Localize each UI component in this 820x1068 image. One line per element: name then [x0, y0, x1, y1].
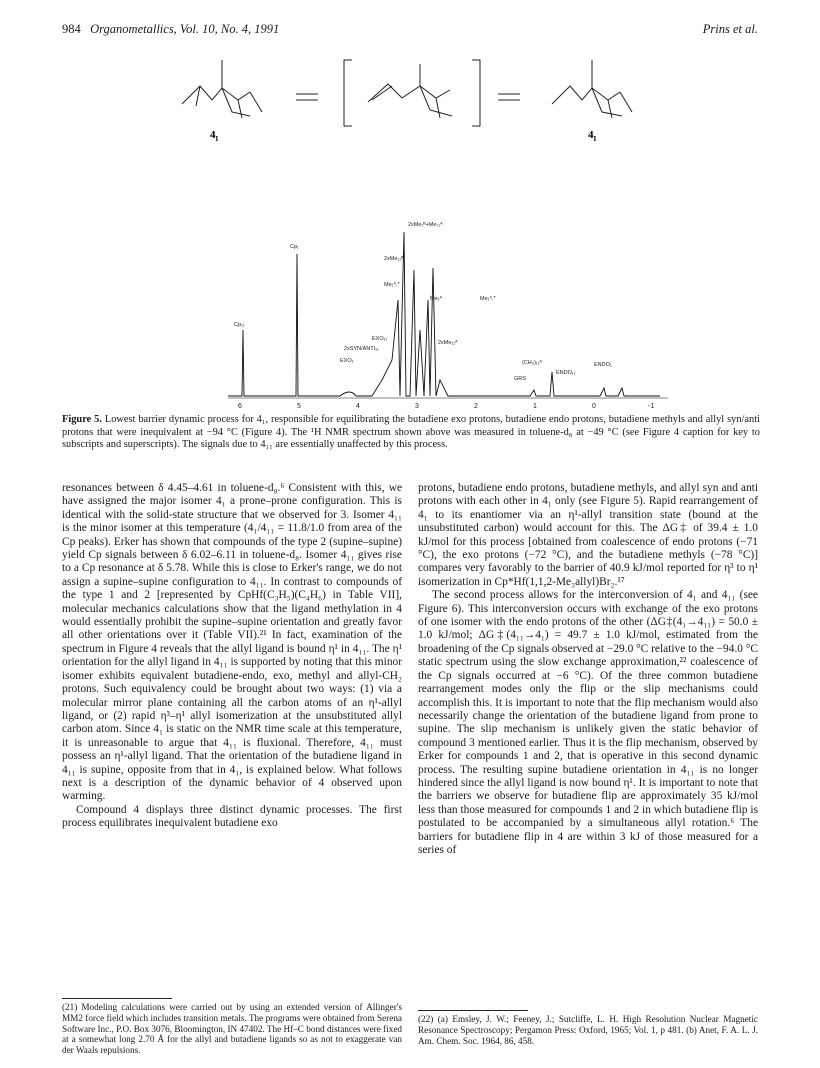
footnote-rule-right: [418, 1010, 528, 1011]
spectrum-axis-ticks: [238, 403, 654, 410]
tick-label: 3: [415, 403, 419, 410]
structure-left: [182, 60, 262, 118]
peak-label-endo-II: ENDO₁₁: [556, 370, 576, 376]
peak-label-me-I-AT-2: Me₁ᴬ,ᵀ: [480, 296, 496, 302]
footnote-21: (21) Modeling calculations were carried out by using an extended version of Allinger's MM2 force field which includes transition metals. The programs were obtained from Serena Software Inc., P.O. Box 3076, Bloomington, IN 47402. The Hf–C bond distances were fixed at a somewhat long 2.70 Å for the allyl and butadiene ligands so as not to exaggerate van der Waals repulsions.: [62, 1002, 402, 1056]
footnote-rule-left: [62, 998, 172, 999]
paragraph: protons, butadiene endo protons, butadiene methyls, and allyl syn and anti protons with each other in 4₁ only (see Figure 5). Rapid rearrangement of 4₁ to its enantiomer via an η¹-allyl transition state (bound at the unsubstituted carbon) would account for this. The ΔG‡ of 39.4 ± 1.0 kJ/mol for this process [obtained from coalescence of endo protons (−71 °C), the exo protons (−72 °C), and the butadiene methyls (−78 °C)] compares very favorably to the barrier of 40.9 kJ/mol reported for η³ to η¹ isomerization in Cp*Hf(1,1,2-Me₃allyl)Br₂.¹⁷: [418, 482, 758, 588]
peak-label-me-I-AT: Me₁ᴬ,ᵀ: [384, 282, 400, 288]
caption-label: Figure 5.: [62, 414, 102, 425]
peak-label-exo-II: EXO₁₁: [372, 336, 388, 342]
body-column-left: [62, 482, 402, 831]
peak-labels: [234, 220, 612, 382]
tick-label: 6: [238, 403, 242, 410]
peak-label-exo-I: EXO₁: [340, 358, 354, 364]
body-column-right: [418, 482, 758, 857]
structure-right: [552, 60, 632, 118]
peak-label-2xme-II-B: 2xMe₁₁ᴮ: [384, 256, 404, 262]
figure-5-graphic: [0, 0, 820, 412]
compound-label-left: $4_I$: [210, 129, 219, 143]
compound-label-right: $4_I$: [588, 129, 597, 143]
paragraph: The second process allows for the interconversion of 4₁ and 4₁₁ (see Figure 6). This interconversion occurs with exchange of the exo protons of one isomer with the endo protons of the other (ΔG‡(4₁→4₁₁) = 50.0 ± 1.0 kJ/mol; ΔG‡(4₁₁→4₁) = 49.7 ± 1.0 kJ/mol, estimated from the broadening of the Cp signals observed at −29.0 °C relative to the −94.0 °C static spectrum using the slow exchange approximation,²² coalescence of the Cp signals occurred at −6 °C). Of the three common butadiene rearrangement modes only the flip or the slip mechanisms could accomplish this. It is important to note that the flip mechanism would also necessarily change the orientation of the butadiene ligand from prone to supine. The slip mechanism is unlikely given the static behavior of compound 3 mentioned earlier. Thus it is the flip mechanism, observed by Erker for compounds 1 and 2, that is operative in this second dynamic process. The resulting supine butadiene orientation in 4₁₁ is no longer hindered since the allyl ligand is now bound η¹. It is important to note that the barriers we observe for butadiene flip are approximately 35 kJ/mol less than those measured for compounds 1 and 2 in which butadiene flip is postulated to be accompanied by a simultaneous allyl rotation.⁶ The barriers for butadiene flip in 4 are within 3 kJ of those measured for a series of: [418, 589, 758, 856]
nmr-spectrum: [228, 232, 668, 398]
tick-label: 1: [533, 403, 537, 410]
peak-label-grs: GRS: [514, 376, 526, 382]
peak-label-ch3: (CH₃)₁₁ᴬ: [522, 360, 543, 366]
figure-caption: [62, 414, 760, 452]
caption-text: Lowest barrier dynamic process for 4₁, responsible for equilibrating the butadiene exo protons, butadiene endo protons, butadiene methyls and allyl syn/anti protons that were inequivalent at −94 °C (Figure 4). The ¹H NMR spectrum shown above was measured in toluene-d₈ at −49 °C (see Figure 4 caption for key to subscripts and superscripts). The signals due to 4₁₁ are essentially unaffected by this process.: [62, 414, 760, 451]
journal-citation: Organometallics, Vol. 10, No. 4, 1991: [90, 22, 280, 36]
footnote-22: (22) (a) Emsley, J. W.; Feeney, J.; Sutcliffe, L. H. High Resolution Nuclear Magnetic Resonance Spectroscopy; Pergamon Press: Oxford, 1965; Vol. 1, p 481. (b) Anet, F. A. L. J. Am. Chem. Soc. 1964, 86, 458.: [418, 1014, 758, 1046]
tick-label: 4: [356, 403, 360, 410]
peak-label-cp-I: Cp₁: [290, 244, 299, 250]
running-header-authors: Prins et al.: [702, 22, 758, 36]
structure-transition: [368, 64, 452, 118]
tick-label: -1: [648, 403, 655, 410]
peak-label-me-big: 2xMe₁ᴮ+Me₁₁ᴬ: [408, 222, 443, 228]
peak-label-cp-II: Cp₁₁: [234, 322, 245, 328]
tick-label: 2: [474, 403, 478, 410]
reaction-scheme: [182, 60, 632, 126]
page-number: 984: [62, 22, 81, 36]
peak-label-me-I-A: Me₁ᴬ: [430, 296, 442, 302]
peak-label-2xme-II-A: 2xMe₁₁ᴬ: [438, 340, 458, 346]
paragraph: Compound 4 displays three distinct dynamic processes. The first process equilibrates inequivalent butadiene exo: [62, 803, 402, 830]
paragraph: resonances between δ 4.45–4.61 in toluene-d₈.⁶ Consistent with this, we have assigned the major isomer 4₁ a prone–prone configuration. This is identical with the solid-state structure that we observed for 3. Isomer 4₁₁ is the minor isomer at this temperature (4₁/4₁₁ = 11.8/1.0 from area of the Cp peaks). Erker has shown that compounds of the type 2 (supine–supine) yield Cp signals between δ 6.02–6.11 in toluene-d₈. Isomer 4₁₁ gives rise to a Cp resonance at δ 5.78. While this is close to Erker's range, we do not assign a supine–supine configuration to 4₁₁. In contrast to compounds of the type 1 and 2 [represented by CpHf(C₃H₅)(C₄H₆) in Table VII], molecular mechanics calculations show that the ligand methylation in 4 would essentially prohibit the supine–supine orientation and greatly favor all other orientations over it (Table VII).²¹ In fact, examination of the spectrum in Figure 4 reveals that the allyl ligand is bound η¹ in 4₁₁. The η¹ orientation for the allyl ligand in 4₁₁ is supported by noting that this minor isomer exhibits equivalent butadiene-endo, exo, methyl and allyl-CH₂ protons. Such equivalency could be brought about two ways: (1) via a molecular mirror plane containing all the carbon atoms of an η¹-allyl ligand, or (2) rapid η³–η¹ allyl isomerization at the unsubstituted allyl carbon atom. Since 4₁ is static on the NMR time scale at this temperature, it is unreasonable to argue that 4₁₁ is fluxional. Therefore, 4₁₁ must possess an η¹-allyl ligand. That the orientation of the butadiene ligand in 4₁₁ is supine, opposite from that in 4₁, is explained below. What follows next is a description of the dynamic behavior of 4 observed upon warming.: [62, 482, 402, 803]
tick-label: 5: [297, 403, 301, 410]
peak-label-endo-I: ENDO₁: [594, 362, 612, 368]
peak-label-syn-anti: 2xSYN/ANTI₁₁: [344, 346, 379, 352]
tick-label: 0: [592, 403, 596, 410]
